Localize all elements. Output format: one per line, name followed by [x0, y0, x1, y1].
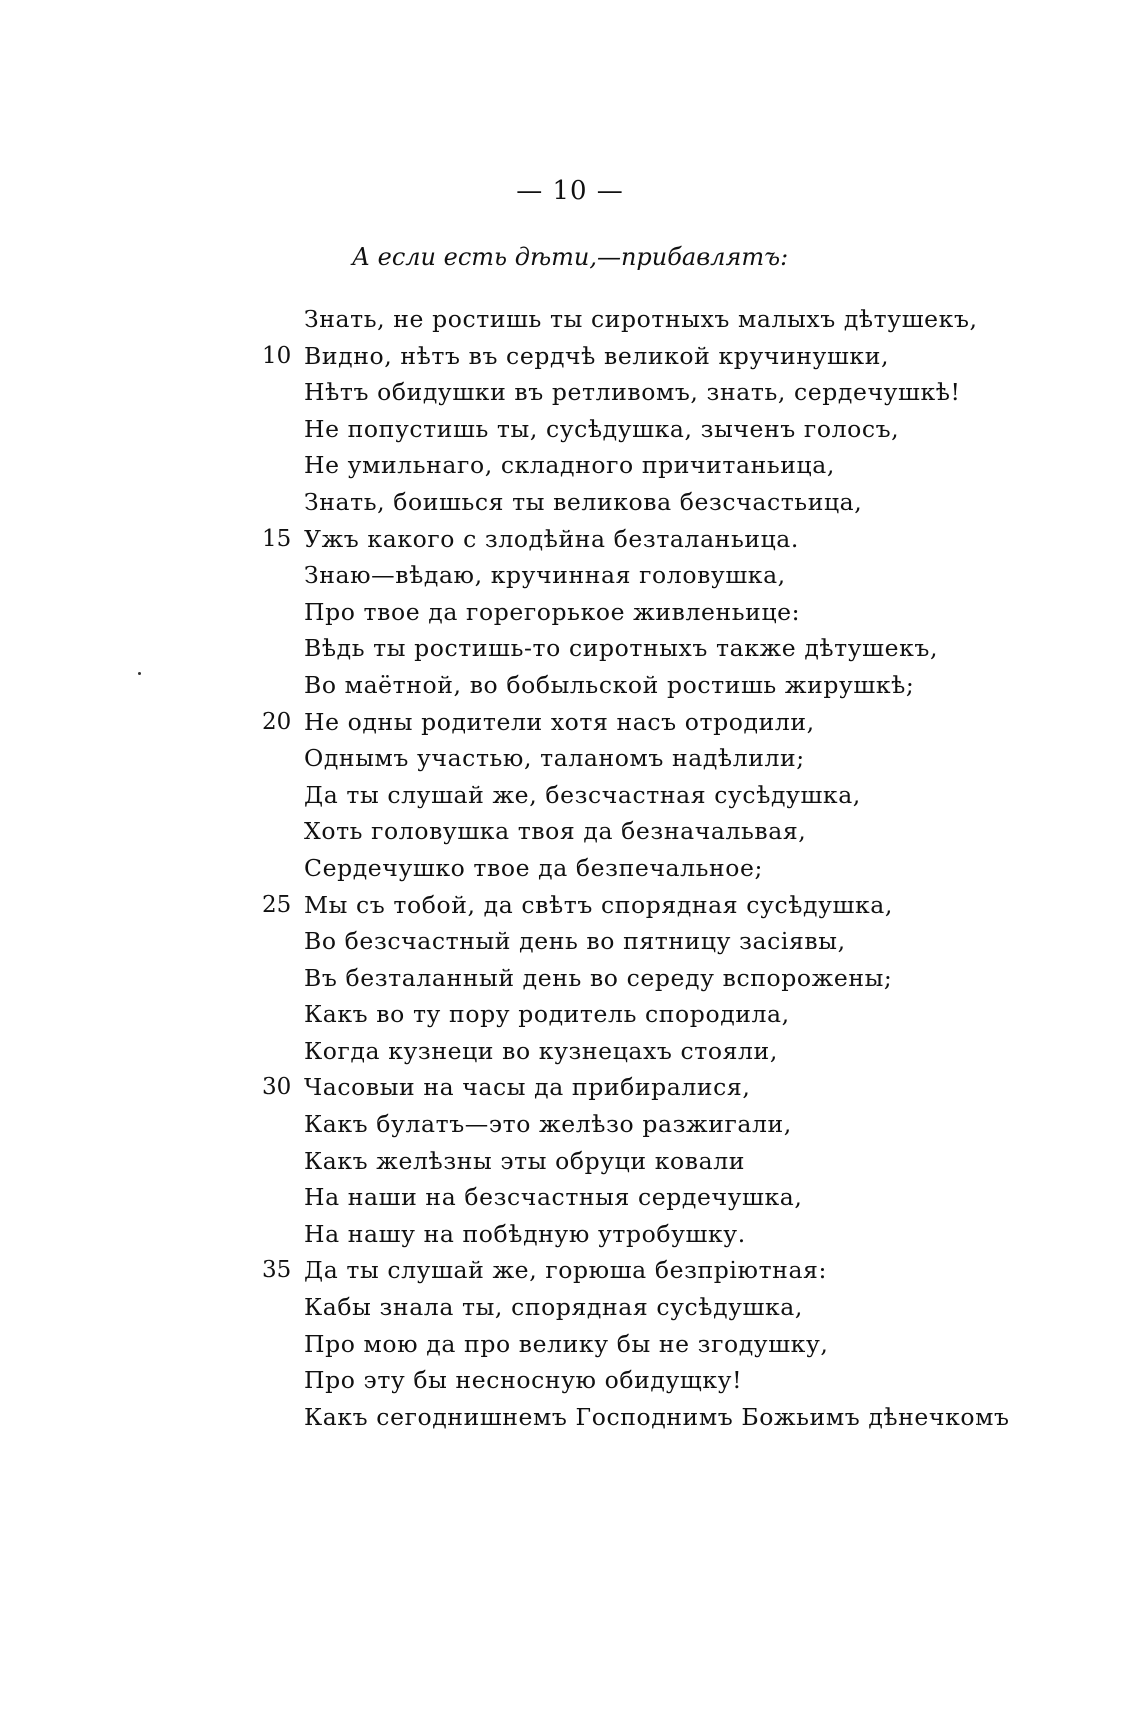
poem-line	[0, 1106, 1140, 1143]
poem-line	[0, 484, 1140, 521]
line-number: 25	[262, 891, 292, 918]
line-text: Хоть головушка твоя да безначальвая,	[304, 817, 807, 846]
poem-line	[0, 630, 1140, 667]
poem-line	[0, 521, 1140, 558]
line-text: Кабы знала ты, спорядная сусѣдушка,	[304, 1293, 803, 1322]
line-text: Про мою да про велику бы не згодушку,	[304, 1329, 829, 1358]
line-text: Въ безталанный день во середу вспорожены;	[304, 963, 893, 992]
poem-line	[0, 1362, 1140, 1399]
line-text: На наши на безсчастныя сердечушка,	[304, 1183, 803, 1212]
line-text: Не попустишь ты, сусѣдушка, зыченъ голосъ,	[304, 414, 900, 443]
poem-line	[0, 777, 1140, 814]
poem-line	[0, 1179, 1140, 1216]
poem-line	[0, 887, 1140, 924]
poem-line	[0, 1399, 1140, 1436]
poem-line	[0, 850, 1140, 887]
line-text: Однымъ участью, таланомъ надѣлили;	[304, 744, 805, 773]
line-text: Знать, боишься ты великова безсчастьица,	[304, 487, 863, 516]
poem-line	[0, 301, 1140, 338]
line-number: 20	[262, 708, 292, 735]
line-text: Видно, нѣтъ въ сердчѣ великой кручинушки,	[304, 341, 890, 370]
poem-line	[0, 1289, 1140, 1326]
line-text: Когда кузнеци во кузнецахъ стояли,	[304, 1036, 778, 1065]
poem-line	[0, 1069, 1140, 1106]
line-text: Во маётной, во бобыльской ростишь жирушкѣ;	[304, 670, 915, 699]
page-number: — 10 —	[516, 176, 624, 206]
line-text: Какъ во ту пору родитель спородила,	[304, 1000, 790, 1029]
line-text: Какъ булатъ—это желѣзо разжигали,	[304, 1110, 792, 1139]
poem-line	[0, 740, 1140, 777]
poem-line	[0, 557, 1140, 594]
poem-heading: А если есть дѣти,—прибавлятъ:	[351, 243, 789, 271]
poem-line	[0, 1252, 1140, 1289]
scan-speck	[138, 672, 141, 675]
poem-line	[0, 1033, 1140, 1070]
line-text: Часовыи на часы да прибиралися,	[304, 1073, 751, 1102]
poem-body	[0, 301, 1140, 1435]
poem-line	[0, 960, 1140, 997]
poem-line	[0, 1216, 1140, 1253]
line-text: Да ты слушай же, безсчастная сусѣдушка,	[304, 780, 861, 809]
line-number: 15	[262, 525, 292, 552]
poem-line	[0, 667, 1140, 704]
poem-line	[0, 1326, 1140, 1363]
line-number: 35	[262, 1257, 292, 1284]
poem-line	[0, 374, 1140, 411]
poem-line	[0, 411, 1140, 448]
line-text: Сердечушко твое да безпечальное;	[304, 853, 764, 882]
line-number: 10	[262, 342, 292, 369]
line-text: На нашу на побѣдную утробушку.	[304, 1219, 746, 1248]
line-text: Ужъ какого с злодѣйна безталаньица.	[304, 524, 799, 553]
poem-line	[0, 594, 1140, 631]
poem-line	[0, 447, 1140, 484]
line-text: Знать, не ростишь ты сиротныхъ малыхъ дѣтушекъ,	[304, 305, 978, 333]
line-text: Да ты слушай же, горюша безпріютная:	[304, 1256, 827, 1285]
poem-line	[0, 996, 1140, 1033]
line-text: Какъ желѣзны эты обруци ковали	[304, 1146, 745, 1175]
line-number: 30	[262, 1074, 292, 1101]
line-text: Про эту бы несносную обидущку!	[304, 1366, 743, 1395]
poem-line	[0, 704, 1140, 741]
line-text: Не умильнаго, складного причитаньица,	[304, 451, 835, 480]
line-text: Вѣдь ты ростишь-то сиротныхъ также дѣтушекъ,	[304, 634, 939, 663]
poem-line	[0, 1143, 1140, 1180]
line-text: Не одны родители хотя насъ отродили,	[304, 707, 815, 736]
line-text: Во безсчастный день во пятницу засіявы,	[304, 927, 846, 956]
line-text: Знаю—вѣдаю, кручинная головушка,	[304, 561, 786, 590]
line-text: Какъ сегоднишнемъ Господнимъ Божьимъ дѣнечкомъ	[304, 1402, 1010, 1431]
poem-line	[0, 813, 1140, 850]
line-text: Нѣтъ обидушки въ ретливомъ, знать, сердечушкѣ!	[304, 378, 961, 407]
line-text: Про твое да горегорькое живленьице:	[304, 597, 801, 626]
line-text: Мы съ тобой, да свѣтъ спорядная сусѣдушка,	[304, 890, 893, 919]
poem-line	[0, 338, 1140, 375]
poem-line	[0, 923, 1140, 960]
